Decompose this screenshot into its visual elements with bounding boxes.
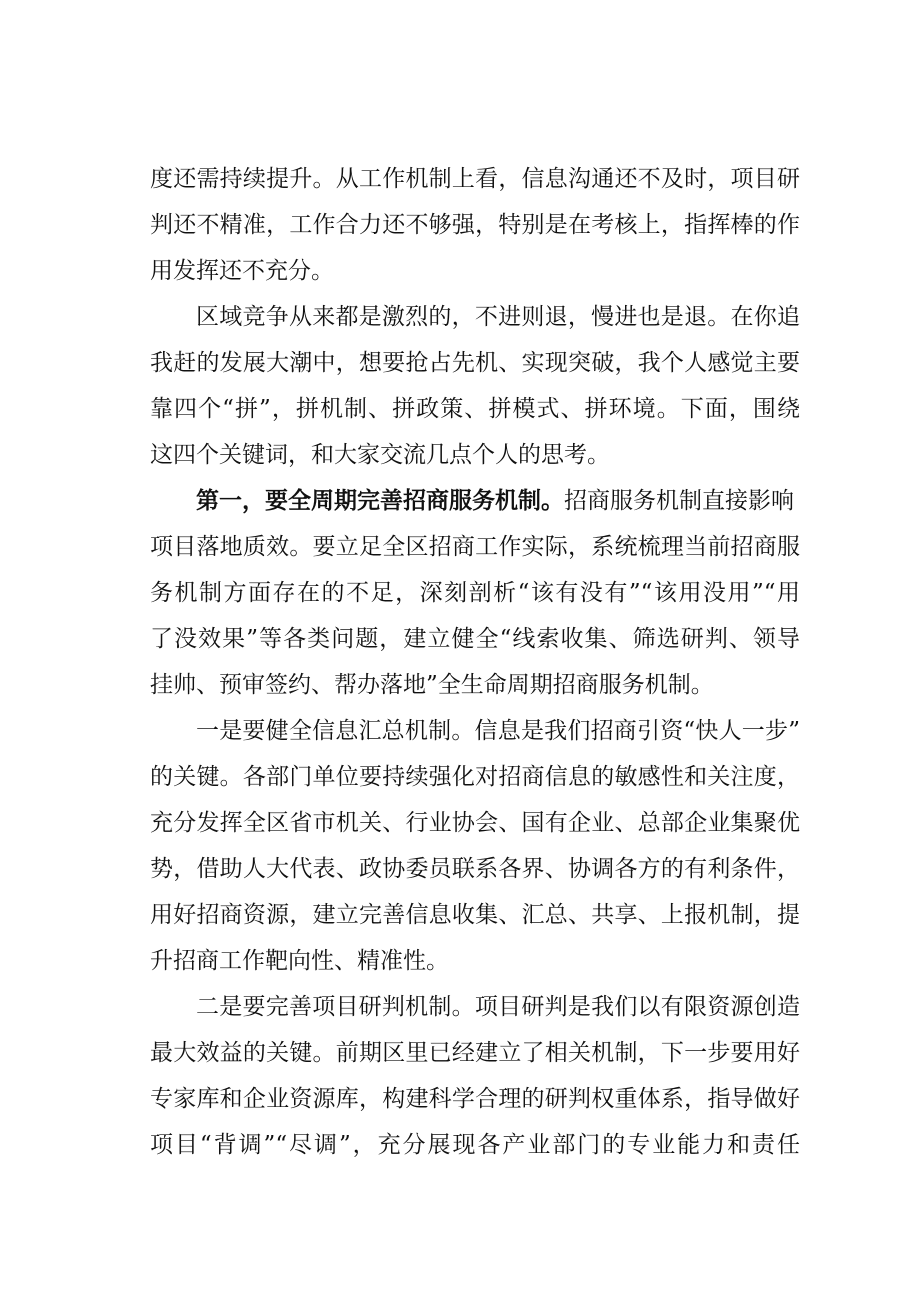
paragraph-3-line-1-text: 招商服务机制直接影响 (564, 488, 794, 514)
paragraph-4-line-3: 充分发挥全区省市机关、行业协会、国有企业、总部企业集聚优 (150, 810, 800, 836)
paragraph-4-line-2: 的关键。各部门单位要持续强化对招商信息的敏感性和关注度， (150, 764, 800, 790)
paragraph-3-line-1 (150, 478, 800, 524)
paragraph-1-line-3: 用发挥还不充分。 (150, 258, 334, 284)
paragraph-5-line-4: 项目“背调”“尽调”，充分展现各产业部门的专业能力和责任 (150, 1132, 800, 1158)
section-heading: 第一，要全周期完善招商服务机制。 (196, 487, 564, 514)
paragraph-4-line-4: 势，借助人大代表、政协委员联系各界、协调各方的有利条件， (150, 856, 800, 882)
paragraph-1-line-1: 度还需持续提升。从工作机制上看，信息沟通还不及时，项目研 (150, 166, 800, 192)
paragraph-3-line-4: 了没效果”等各类问题，建立健全“线索收集、筛选研判、领导 (150, 626, 800, 652)
paragraph-5-line-1: 二是要完善项目研判机制。项目研判是我们以有限资源创造 (196, 994, 800, 1020)
paragraph-4-line-6: 升招商工作靶向性、精准性。 (150, 948, 449, 974)
paragraph-3-line-3: 务机制方面存在的不足，深刻剖析“该有没有”“该用没用”“用 (150, 580, 800, 606)
paragraph-2-line-2: 我赶的发展大潮中，想要抢占先机、实现突破，我个人感觉主要 (150, 350, 800, 376)
paragraph-4-line-1: 一是要健全信息汇总机制。信息是我们招商引资“快人一步” (196, 718, 800, 744)
paragraph-2-line-1: 区域竞争从来都是激烈的，不进则退，慢进也是退。在你追 (196, 304, 800, 330)
paragraph-2-line-3: 靠四个“拼”，拼机制、拼政策、拼模式、拼环境。下面，围绕 (150, 396, 800, 422)
paragraph-2-line-4: 这四个关键词，和大家交流几点个人的思考。 (150, 442, 610, 468)
paragraph-5-line-3: 专家库和企业资源库，构建科学合理的研判权重体系，指导做好 (150, 1086, 800, 1112)
paragraph-4-line-5: 用好招商资源，建立完善信息收集、汇总、共享、上报机制，提 (150, 902, 800, 928)
paragraph-3-line-2: 项目落地质效。要立足全区招商工作实际，系统梳理当前招商服 (150, 534, 800, 560)
paragraph-1-line-2: 判还不精准，工作合力还不够强，特别是在考核上，指挥棒的作 (150, 212, 800, 238)
paragraph-5-line-2: 最大效益的关键。前期区里已经建立了相关机制，下一步要用好 (150, 1040, 800, 1066)
paragraph-3-line-5: 挂帅、预审签约、帮办落地”全生命周期招商服务机制。 (150, 672, 714, 698)
